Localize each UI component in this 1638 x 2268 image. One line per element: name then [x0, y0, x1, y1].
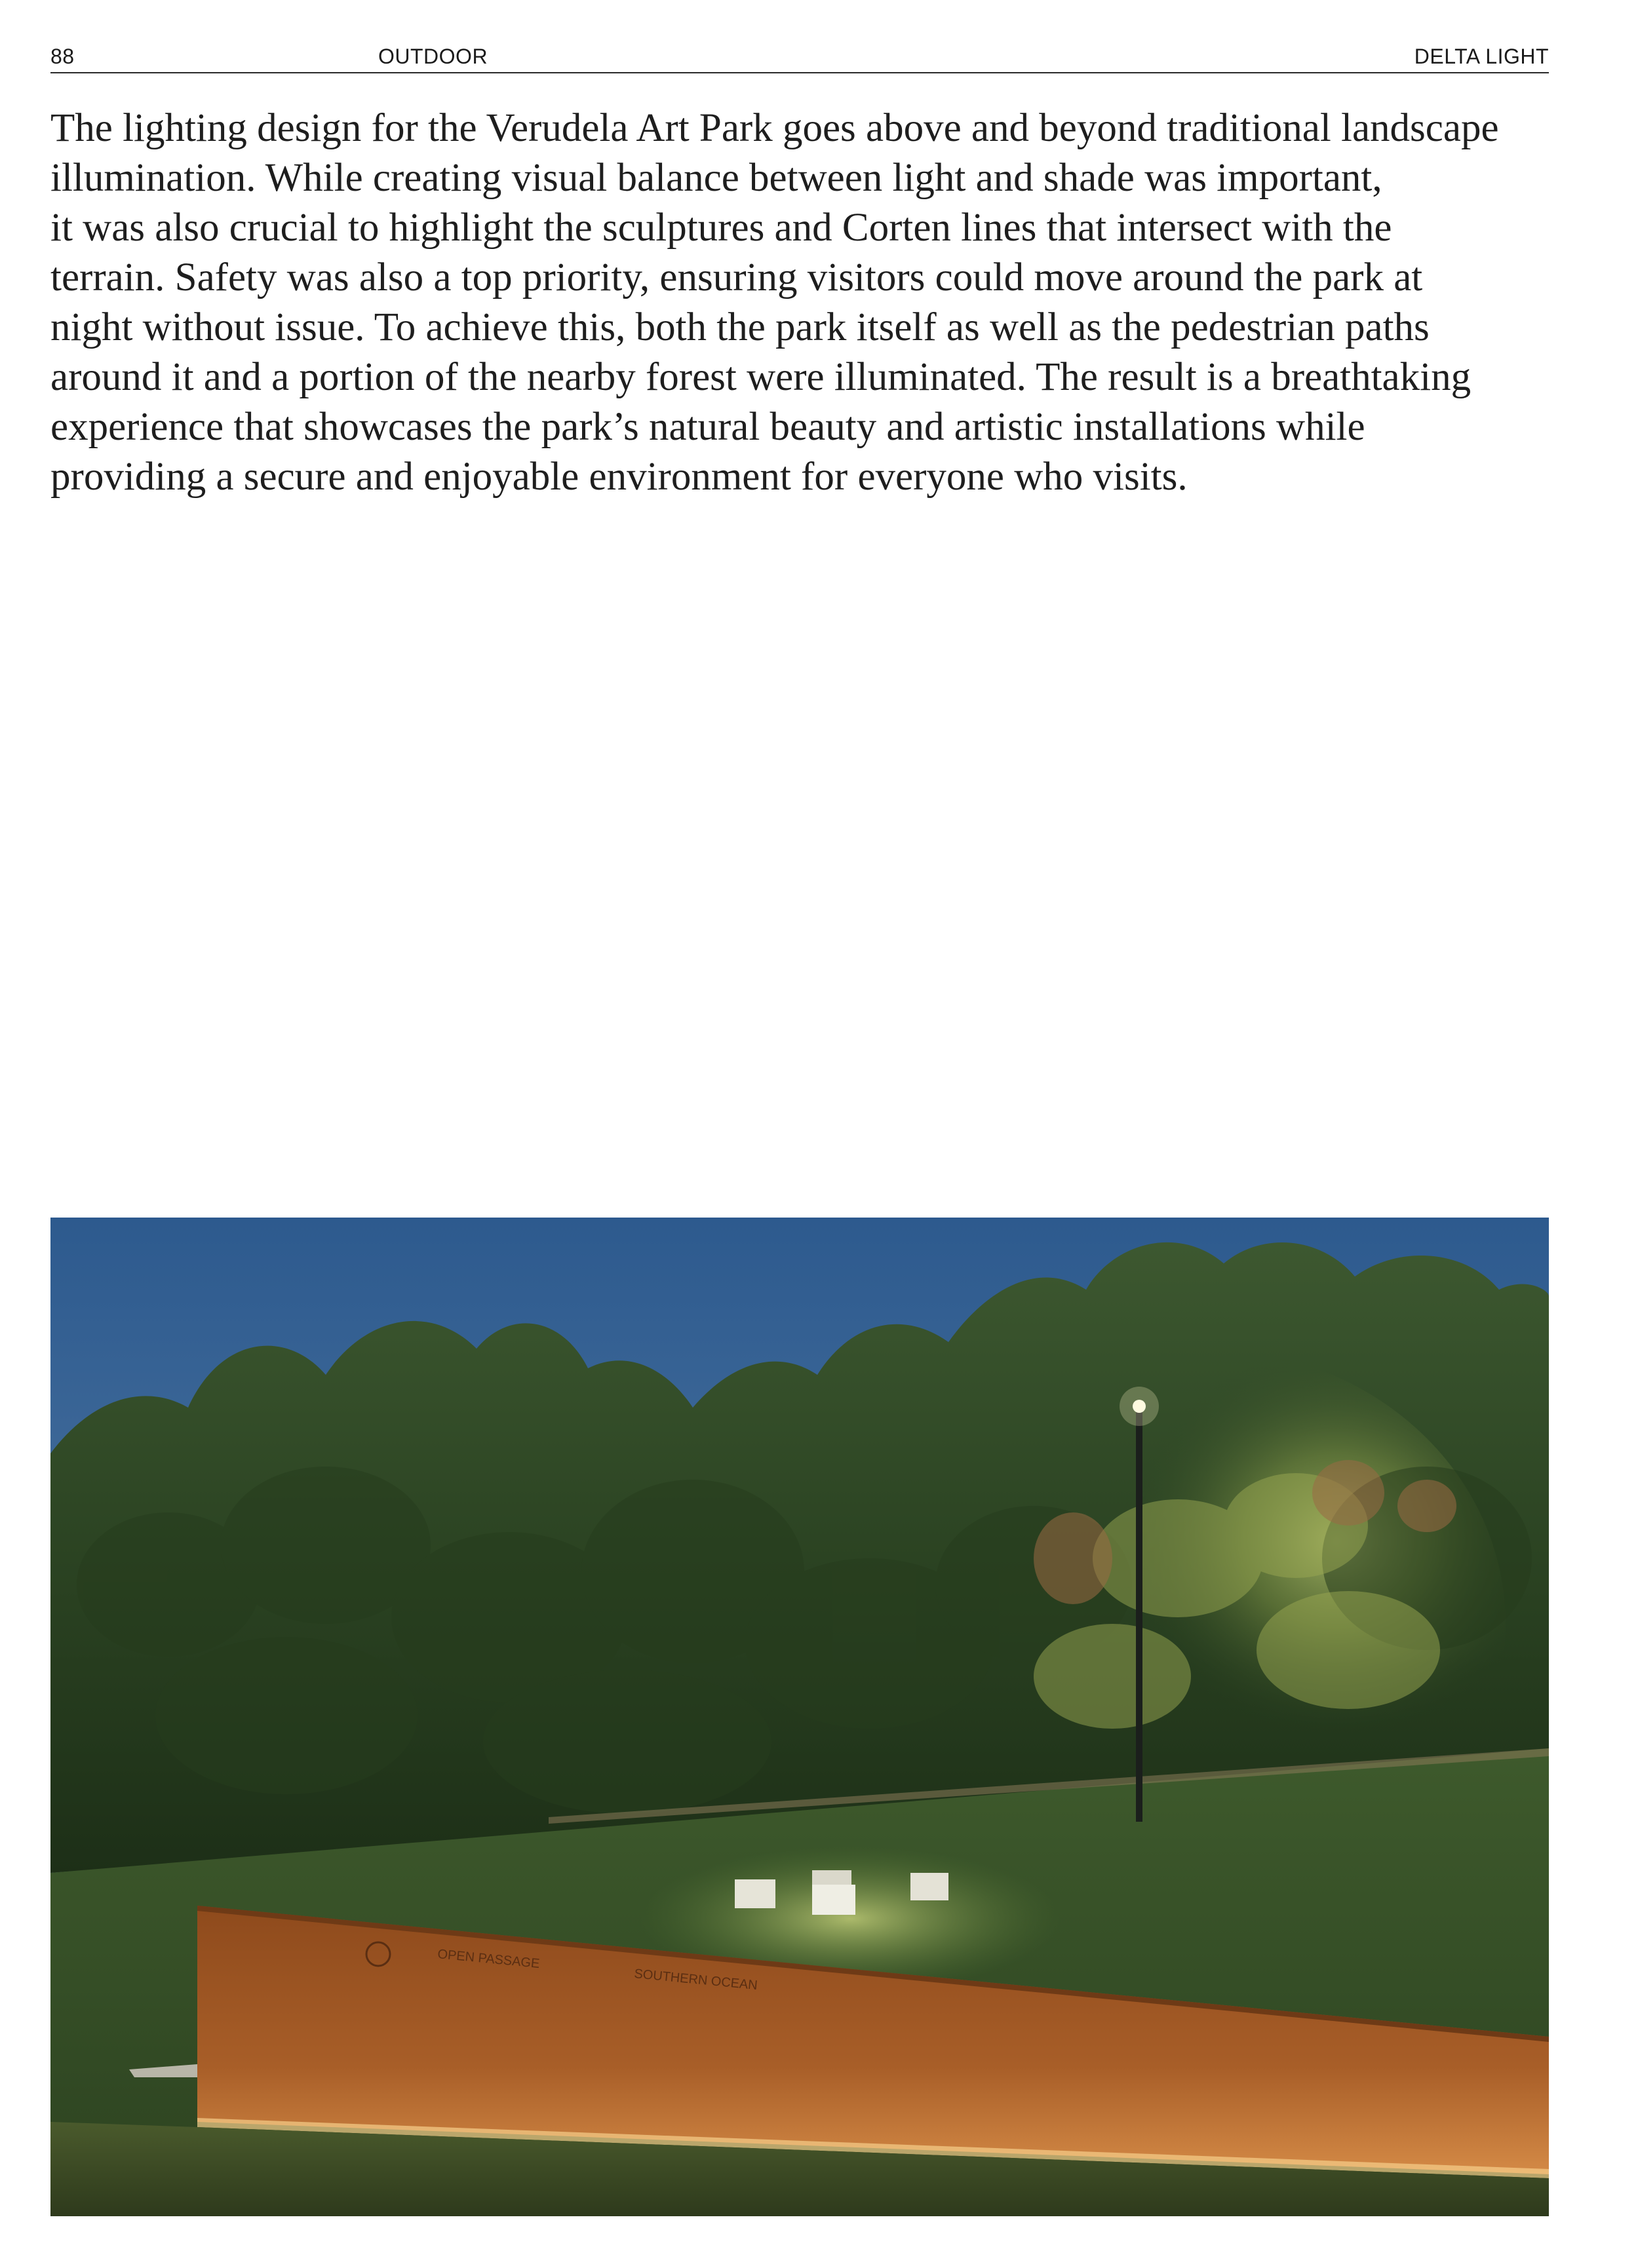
- page-number: 88: [50, 45, 75, 68]
- wall-label: OPEN PASSAGE: [437, 1947, 541, 1971]
- light-pole: [1136, 1408, 1142, 1822]
- body-line: night without issue. To achieve this, both the park itself as well as the pedestrian paths: [50, 305, 1430, 349]
- body-line: illumination. While creating visual balance between light and shade was important,: [50, 156, 1382, 200]
- wall-label: SOUTHERN OCEAN: [633, 1967, 758, 1993]
- section-title: OUTDOOR: [378, 45, 488, 68]
- body-line: The lighting design for the Verudela Art Park goes above and beyond traditional landscape: [50, 106, 1499, 150]
- body-line: terrain. Safety was also a top priority, ensuring visitors could move around the park at: [50, 256, 1423, 299]
- page-header: [50, 41, 1549, 73]
- body-line: providing a secure and enjoyable environment for everyone who visits.: [50, 455, 1188, 499]
- body-line: around it and a portion of the nearby forest were illuminated. The result is a breathtaking: [50, 355, 1472, 399]
- body-paragraph: [50, 104, 1551, 502]
- body-line: it was also crucial to highlight the sculptures and Corten lines that intersect with the: [50, 206, 1392, 250]
- body-line: experience that showcases the park’s natural beauty and artistic installations while: [50, 405, 1365, 449]
- brand-name: DELTA LIGHT: [1414, 45, 1549, 68]
- park-night-photo: [50, 1218, 1549, 2216]
- pole-light-halo: [1120, 1387, 1159, 1426]
- photo-illustration: [50, 1218, 1549, 2216]
